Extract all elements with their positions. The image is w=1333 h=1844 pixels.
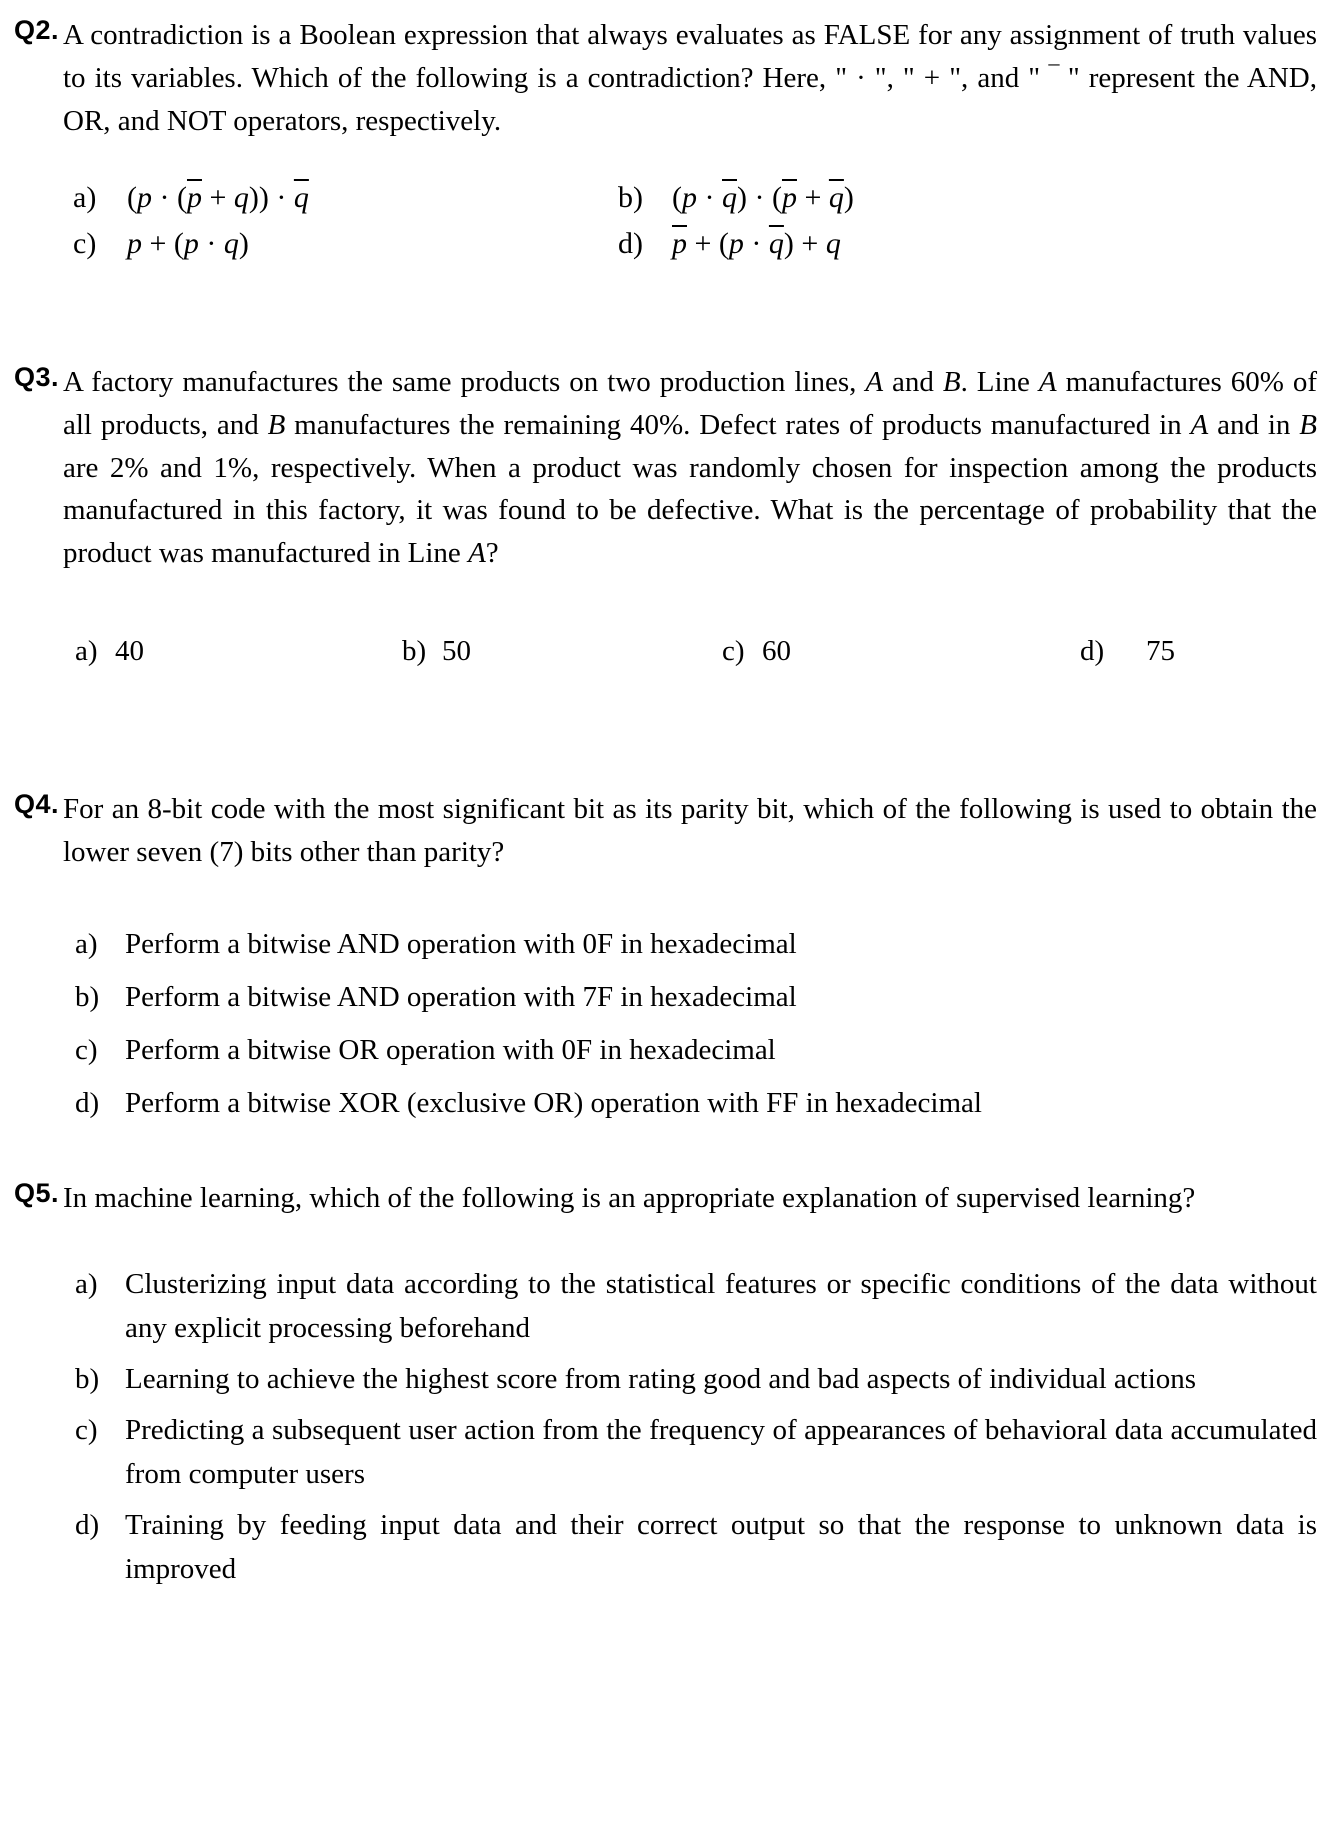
question-q3 xyxy=(14,361,1317,672)
q3-option-d-label: d) xyxy=(1080,635,1105,668)
question-q3-number: Q3. xyxy=(14,361,60,392)
q2-option-a-label: a) xyxy=(73,180,97,214)
question-q2-number: Q2. xyxy=(14,15,60,45)
q3-option-b-label: b) xyxy=(402,635,427,668)
q5-option-c-text: Predicting a subsequent user action from the frequency of appearances of behavioral data accumulated from computer users xyxy=(125,1414,1317,1491)
q5-option-b-text: Learning to achieve the highest score from rating good and bad aspects of individual actions xyxy=(125,1363,1197,1396)
q2-option-d xyxy=(608,223,1317,265)
question-q4 xyxy=(14,788,1317,1125)
q2-option-c-label: c) xyxy=(73,226,97,260)
question-q2 xyxy=(14,14,1317,265)
q3-option-b xyxy=(390,631,710,672)
q4-option-c-text: Perform a bitwise OR operation with 0F in hexadecimal xyxy=(125,1033,776,1066)
q4-option-a-text: Perform a bitwise AND operation with 0F in hexadecimal xyxy=(125,927,797,960)
q4-option-b-label: b) xyxy=(75,980,100,1013)
q2-option-b-label: b) xyxy=(618,180,643,214)
q5-option-b-label: b) xyxy=(75,1363,100,1396)
q3-option-c xyxy=(710,631,1068,672)
question-q5 xyxy=(14,1177,1317,1591)
q5-option-c-label: c) xyxy=(75,1414,98,1447)
q2-option-a-expression: $(p \cdot (\overline{p} + q)) \cdot \overline{q}$ xyxy=(127,180,309,214)
q2-option-a xyxy=(63,177,608,219)
q2-option-c-expression: p + (p · q) xyxy=(127,226,249,260)
q2-option-d-label: d) xyxy=(618,226,643,260)
q2-option-b-expression: $(p \cdot \overline{q}) \cdot (\overline{p} + \overline{q})$ xyxy=(672,180,854,214)
q2-option-b xyxy=(608,177,1317,219)
q3-option-c-value: 60 xyxy=(762,635,791,668)
question-q3-options xyxy=(63,631,1317,672)
q3-option-c-label: c) xyxy=(722,635,745,668)
q3-option-b-value: 50 xyxy=(442,635,471,668)
q5-option-d-text: Training by feeding input data and their correct output so that the response to unknown data is improved xyxy=(125,1509,1317,1586)
q3-option-a-value: 40 xyxy=(115,635,144,668)
q5-option-b xyxy=(63,1357,1317,1401)
question-q5-text: In machine learning, which of the following is an appropriate explanation of supervised learning? xyxy=(63,1181,1196,1214)
q5-option-c xyxy=(63,1408,1317,1496)
question-q4-number: Q4. xyxy=(14,788,60,819)
question-q5-options xyxy=(63,1262,1317,1592)
q5-option-a xyxy=(63,1262,1317,1350)
q5-option-a-label: a) xyxy=(75,1267,98,1300)
question-q4-options xyxy=(63,922,1317,1125)
q5-option-d xyxy=(63,1503,1317,1591)
q4-option-b-text: Perform a bitwise AND operation with 7F in hexadecimal xyxy=(125,980,797,1013)
q5-option-a-text: Clusterizing input data according to the statistical features or specific conditions of the data without any explicit processing beforehand xyxy=(125,1267,1317,1344)
q3-option-a xyxy=(63,631,390,672)
q2-option-d-expression: $\overline{p} + (p \cdot \overline{q}) + q$ xyxy=(672,226,841,260)
q4-option-b xyxy=(63,975,1317,1019)
q4-option-c xyxy=(63,1028,1317,1072)
question-q2-options xyxy=(63,177,1317,265)
q4-option-c-label: c) xyxy=(75,1033,98,1066)
question-q2-text: A contradiction is a Boolean expression that always evaluates as FALSE for any assignment of truth values to its variables. Which of the following is a contradiction? Here, " · ", " + ", and " ‾ " represent the AND, OR, and NOT operators, respectively. xyxy=(63,19,1317,137)
q4-option-a xyxy=(63,922,1317,966)
q4-option-d xyxy=(63,1081,1317,1125)
q3-option-d xyxy=(1068,631,1175,672)
question-q5-number: Q5. xyxy=(14,1177,60,1208)
q3-option-a-label: a) xyxy=(75,635,98,668)
question-q3-text: A factory manufactures the same products on two production lines, A and B. Line A manufactures 60% of all products, and B manufactures the remaining 40%. Defect rates of products manufactured in A and in B are 2% and 1%, respectively. When a product was randomly chosen for inspection among the products manufactured in this factory, it was found to be defective. What is the percentage of probability that the product was manufactured in Line A? xyxy=(63,365,1318,570)
q3-option-d-value: 75 xyxy=(1146,635,1175,668)
question-q4-text: For an 8-bit code with the most significant bit as its parity bit, which of the following is used to obtain the lower seven (7) bits other than parity? xyxy=(63,792,1317,868)
q2-option-c xyxy=(63,223,608,265)
q4-option-d-text: Perform a bitwise XOR (exclusive OR) operation with FF in hexadecimal xyxy=(125,1086,982,1119)
q4-option-d-label: d) xyxy=(75,1086,100,1119)
q4-option-a-label: a) xyxy=(75,927,98,960)
q5-option-d-label: d) xyxy=(75,1509,100,1542)
